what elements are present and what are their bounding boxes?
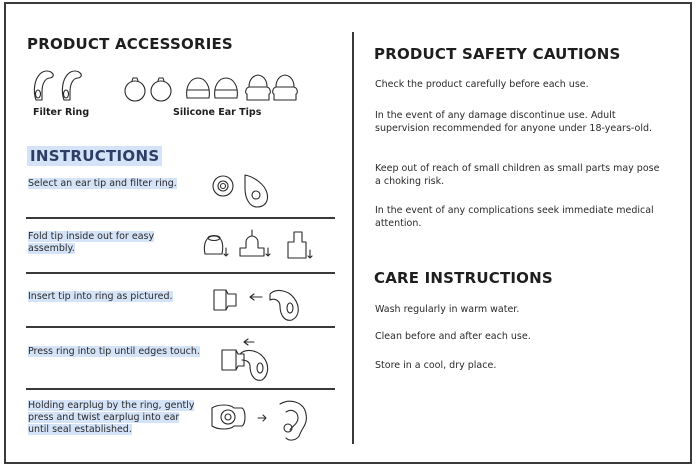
filter-and-tip-icon — [209, 171, 289, 211]
safety-title: PRODUCT SAFETY CAUTIONS — [374, 45, 621, 63]
step-divider — [26, 272, 335, 274]
filter-ring-label: Filter Ring — [33, 107, 90, 118]
care-title: CARE INSTRUCTIONS — [374, 269, 553, 287]
step-text: Holding earplug by the ring, gently press and twist earplug into ear until seal established. — [28, 400, 195, 435]
safety-paragraph: Check the product carefully before each use. — [375, 79, 589, 90]
step-divider — [26, 326, 335, 328]
care-paragraph: Wash regularly in warm water. — [375, 304, 520, 315]
press-ring-icon — [218, 334, 278, 390]
step-divider — [26, 217, 335, 219]
step-text: Insert tip into ring as pictured. — [28, 291, 173, 302]
step-text: Fold tip inside out for easy assembly. — [28, 231, 155, 254]
fold-tip-icon — [202, 228, 322, 262]
safety-paragraph: In the event of any damage discontinue use. Adult supervision recommended for anyone under 18-years-old. — [375, 110, 653, 134]
care-paragraph: Clean before and after each use. — [375, 331, 531, 342]
safety-paragraph: Keep out of reach of small children as small parts may pose a choking risk. — [375, 163, 660, 187]
step-divider — [26, 388, 335, 390]
column-divider — [352, 32, 354, 444]
instruction-card — [4, 2, 692, 464]
insert-tip-icon — [210, 284, 310, 324]
care-paragraph: Store in a cool, dry place. — [375, 360, 497, 371]
ear-tips-icon — [123, 72, 303, 104]
instructions-title: INSTRUCTIONS — [27, 146, 162, 166]
insert-ear-icon — [206, 398, 316, 444]
step-text: Select an ear tip and filter ring. — [28, 178, 177, 189]
filter-ring-icon — [30, 66, 88, 104]
step-text: Press ring into tip until edges touch. — [28, 346, 200, 357]
accessories-title: PRODUCT ACCESSORIES — [27, 35, 233, 53]
ear-tips-label: Silicone Ear Tips — [173, 107, 262, 118]
safety-paragraph: In the event of any complications seek immediate medical attention. — [375, 205, 654, 229]
